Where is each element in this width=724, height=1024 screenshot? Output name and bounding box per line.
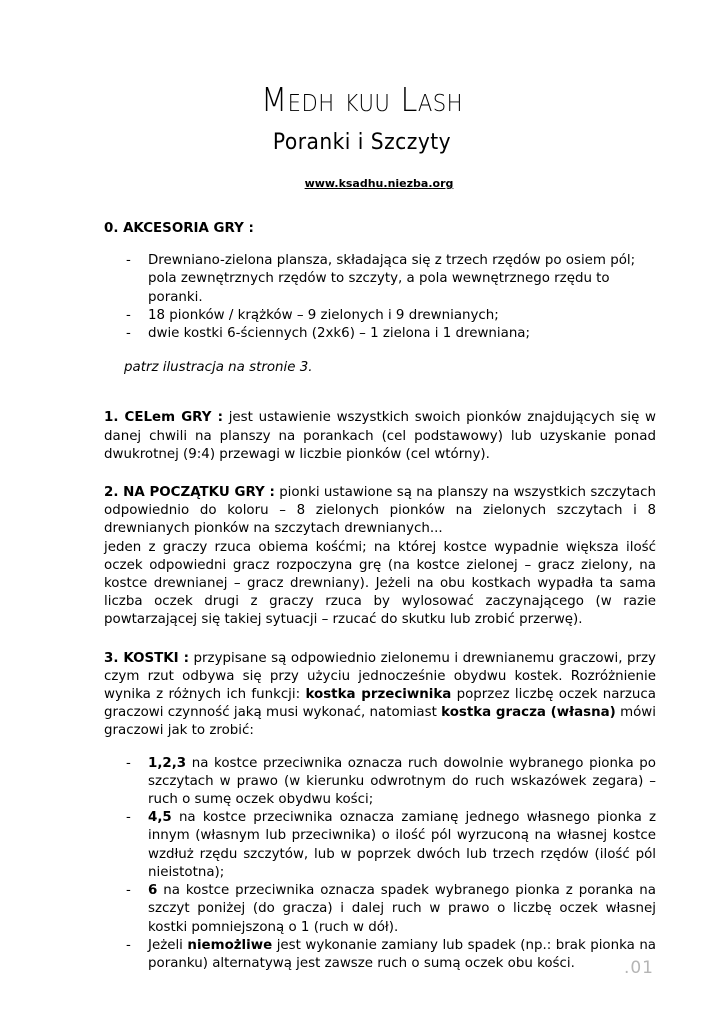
rule-text: na kostce przeciwnika oznacza spadek wybranego pionka z poranka na szczyt poniżej (do gracza) i dalej ruch w prawo o liczbę oczek własnej kostki pomniejszoną o 1 (ruch w dół). <box>148 883 656 935</box>
section-goal <box>104 409 656 464</box>
page-number: .01 <box>623 958 654 978</box>
list-item: - Drewniano-zielona plansza, składająca się z trzech rzędów po osiem pól; pola zewnętrznych rzędów to szczyty, a pola wewnętrznego rzędu to poranki. <box>124 252 656 307</box>
dice-rules-list <box>124 755 656 973</box>
dice-value: 6 <box>148 883 158 899</box>
website-link[interactable]: www.ksadhu.niezba.org <box>304 177 454 190</box>
section-dice <box>104 650 656 741</box>
paragraph-text: jest ustawienie wszystkich swoich pionków znajdujących się w danej chwili na planszy na porankach (cel podstawowy) lub uzyskanie ponad dwukrotnej (9:4) przewagi w liczbie pionków (cel wtórny). <box>104 410 657 462</box>
rule-text: na kostce przeciwnika oznacza ruch dowolnie wybranego pionka po szczytach w prawo (w kierunku odwrotnym do ruch wskazówek zegara) – ruch o sumę oczek obydwu kości; <box>148 755 656 808</box>
section-heading-accessories: 0. AKCESORIA GRY : <box>104 221 254 236</box>
bold-term: kostka przeciwnika <box>305 687 452 703</box>
document-body <box>104 220 656 973</box>
section-label: 3. KOSTKI : <box>104 650 189 666</box>
list-item <box>124 809 656 882</box>
paragraph-text: pionki ustawione są na planszy na wszystkich szczytach odpowiednio do koloru – 8 zielonych pionków na zielonych szczytach i 8 drewnianych pionków na szczytach drewnianych... <box>104 485 656 537</box>
paragraph-text: poprzez liczbę oczek narzuca graczowi czynność jaką musi wykonać, natomiast <box>104 687 656 721</box>
list-item: - dwie kostki 6-ściennych (2xk6) – 1 zielona i 1 drewniana; <box>124 325 656 343</box>
list-item <box>124 937 656 973</box>
bold-term: niemożliwe <box>187 937 273 953</box>
list-item <box>124 755 656 810</box>
section-start <box>104 484 656 630</box>
document-title: Medh kuu Lash <box>260 80 464 119</box>
dice-value: 4,5 <box>148 810 172 826</box>
rule-text: na kostce przeciwnika oznacza zamianę jednego własnego pionka z innym (własnym lub przeciwnika) o ilość pól wyrzuconą na własnej kostce wzdłuż rzędu szczytów, lub w poprzek dwóch lub trzech rzędów (ilość pól nieistotna); <box>148 810 657 880</box>
dice-value: 1,2,3 <box>148 755 187 771</box>
rule-text: jest wykonanie zamiany lub spadek (np.: brak pionka na poranku) alternatywą jest zawsze ruch o sumą oczek obu kości. <box>148 937 657 971</box>
document-subtitle: Poranki i Szczyty <box>272 130 452 155</box>
section-label: 1. CELem GRY : <box>104 410 223 426</box>
paragraph-text: jeden z graczy rzuca obiema kośćmi; na której kostce wypadnie większa ilość oczek odpowiedni gracz rozpoczyna grę (na kostce zielonej – gracz zielony, na kostce drewnianej – gracz drewniany). Jeżeli na obu kostkach wypadła ta sama liczba oczek drugi z graczy rzuca by wylosować zaczynającego (w razie powtarzającej się takiej sytuacji – rzucać do skutku lub zrobić przerwę). <box>104 539 656 628</box>
illustration-note: patrz ilustracja na stronie 3. <box>124 360 313 376</box>
list-item: - 18 pionków / krążków – 9 zielonych i 9 drewnianych; <box>124 307 656 325</box>
accessories-list <box>124 252 656 343</box>
bold-term: kostka gracza (własna) <box>441 705 616 721</box>
paragraph-text: mówi graczowi jak to zrobić: <box>104 705 656 739</box>
section-label: 2. NA POCZĄTKU GRY : <box>104 485 275 501</box>
list-item <box>124 882 656 937</box>
rule-text: Jeżeli <box>148 937 183 953</box>
paragraph-text: przypisane są odpowiednio zielonemu i drewnianemu graczowi, przy czym rzut odbywa się przy użyciu jednocześnie obydwu kostek. Rozróżnienie wynika z różnych ich funkcji: <box>104 650 656 703</box>
